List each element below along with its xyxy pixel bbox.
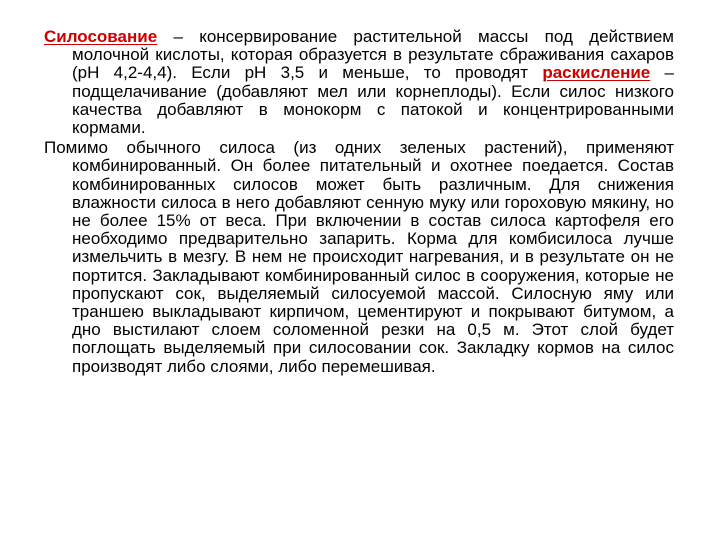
term-silosovanie: Силосование [44, 27, 158, 46]
paragraph-combined-silage: Помимо обычного силоса (из одних зеленых растений), применяют комбинированный. Он более питательный и охотнее поедается. Состав комбинированных силосов может быть различным. Для снижения влажности силоса в него добавляют сенную муку или гороховую мякину, но не более 15% от веса. При включении в состав силоса картофеля его необходимо предварительно запарить. Корма для комбисилоса лучше измельчить в мезгу. В нем не происходит нагревания, и в результате он не портится. Закладывают комбинированный силос в сооружения, которые не пропускают сок, выделяемый силосуемой массой. Силосную яму или траншею выкладывают кирпичом, цементируют и покрывают битумом, а дно выстилают слоем соломенной резки на 0,5 м. Этот слой будет поглощать выделяемый при силосовании сок. Закладку кормов на силос производят либо слоями, либо перемешивая. [44, 138, 674, 376]
paragraph-silage-definition [44, 28, 674, 137]
definition-text-2: – подщелачивание (добавляют мел или корнеплоды). Если силос низкого качества добавляют в монокорм с патокой и концентрированными кормами. [72, 63, 674, 138]
definition-text-1: – консервирование растительной массы под действием молочной кислоты, которая образуется в результате сбраживания сахаров (pH 4,2-4,4). Если pH 3,5 и меньше, то проводят [72, 27, 674, 83]
term-raskislenie: раскисление [542, 63, 651, 83]
text-block [44, 28, 674, 376]
